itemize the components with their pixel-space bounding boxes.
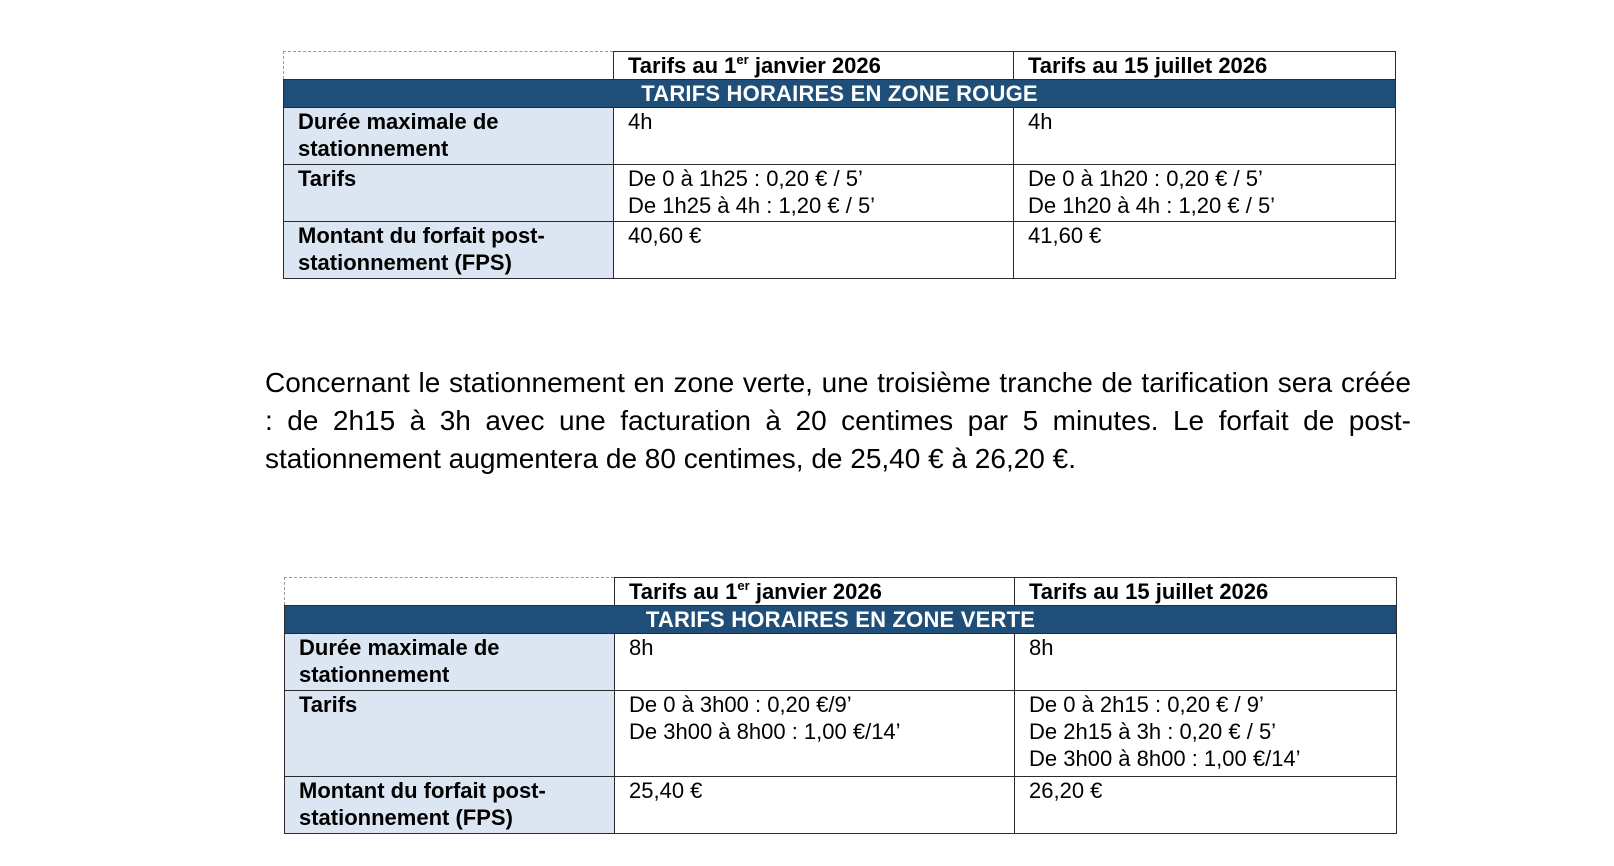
column-header-janvier: Tarifs au 1er janvier 2026 [614, 52, 1014, 80]
zone-verte-band: TARIFS HORAIRES EN ZONE VERTE [285, 606, 1397, 634]
cell-tarifs-juillet: De 0 à 2h15 : 0,20 € / 9’ De 2h15 à 3h : 0,20 € / 5’ De 3h00 à 8h00 : 1,00 €/14’ [1015, 691, 1397, 777]
table-header-row [285, 578, 1397, 606]
table-row [285, 777, 1397, 834]
table-header-row [284, 52, 1396, 80]
row-label-tarifs: Tarifs [285, 691, 615, 777]
tarifs-zone-verte-table [284, 577, 1397, 834]
body-paragraph: Concernant le stationnement en zone verte, une troisième tranche de tarification sera créée : de 2h15 à 3h avec une facturation à 20 centimes par 5 minutes. Le forfait de post-stationnement augmentera de 80 centimes, de 25,40 € à 26,20 €. [265, 367, 1411, 474]
row-label-fps: Montant du forfait post-stationnement (FPS) [285, 777, 615, 834]
cell-fps-juillet: 41,60 € [1014, 222, 1396, 279]
zone-band-row [285, 606, 1397, 634]
table-row [284, 165, 1396, 222]
table-row [284, 222, 1396, 279]
cell-fps-janvier: 40,60 € [614, 222, 1014, 279]
cell-duree-janvier: 8h [615, 634, 1015, 691]
column-header-juillet: Tarifs au 15 juillet 2026 [1014, 52, 1396, 80]
column-header-janvier: Tarifs au 1er janvier 2026 [615, 578, 1015, 606]
row-label-duree: Durée maximale de stationnement [284, 108, 614, 165]
zone-band-row [284, 80, 1396, 108]
column-header-juillet: Tarifs au 15 juillet 2026 [1015, 578, 1397, 606]
tarifs-zone-rouge-table [283, 51, 1396, 279]
table-row [285, 691, 1397, 777]
cell-tarifs-juillet: De 0 à 1h20 : 0,20 € / 5’ De 1h20 à 4h : 1,20 € / 5’ [1014, 165, 1396, 222]
zone-rouge-band: TARIFS HORAIRES EN ZONE ROUGE [284, 80, 1396, 108]
empty-corner-cell [285, 578, 615, 606]
row-label-fps: Montant du forfait post-stationnement (FPS) [284, 222, 614, 279]
empty-corner-cell [284, 52, 614, 80]
cell-duree-juillet: 8h [1015, 634, 1397, 691]
cell-duree-juillet: 4h [1014, 108, 1396, 165]
table-row [284, 108, 1396, 165]
cell-tarifs-janvier: De 0 à 3h00 : 0,20 €/9’ De 3h00 à 8h00 : 1,00 €/14’ [615, 691, 1015, 777]
cell-duree-janvier: 4h [614, 108, 1014, 165]
row-label-tarifs: Tarifs [284, 165, 614, 222]
cell-tarifs-janvier: De 0 à 1h25 : 0,20 € / 5’ De 1h25 à 4h : 1,20 € / 5’ [614, 165, 1014, 222]
cell-fps-juillet: 26,20 € [1015, 777, 1397, 834]
table-row [285, 634, 1397, 691]
cell-fps-janvier: 25,40 € [615, 777, 1015, 834]
row-label-duree: Durée maximale de stationnement [285, 634, 615, 691]
